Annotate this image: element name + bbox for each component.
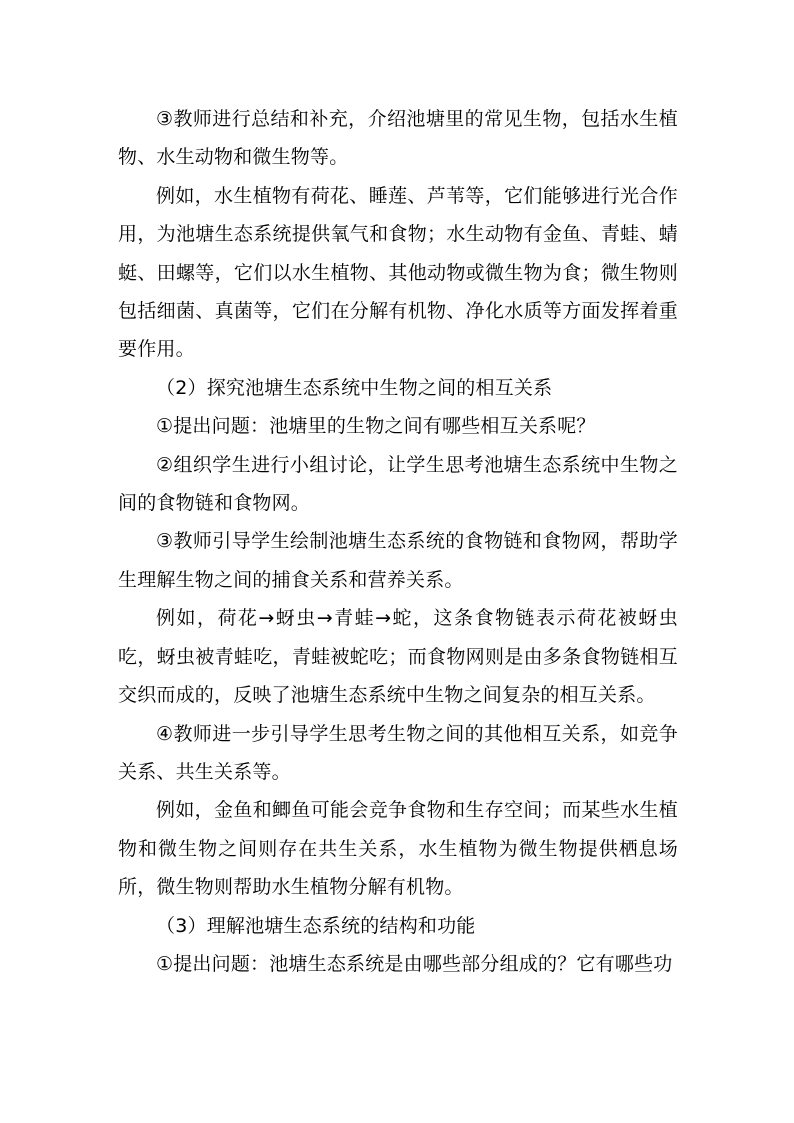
paragraph-draw-food-web: ③教师引导学生绘制池塘生态系统的食物链和食物网，帮助学生理解生物之间的捕食关系和营养关系。	[118, 530, 678, 591]
paragraph-group-discussion: ②组织学生进行小组讨论，让学生思考池塘生态系统中生物之间的食物链和食物网。	[118, 453, 678, 515]
document-body	[118, 100, 678, 983]
section-heading-2: （2）探究池塘生态系统中生物之间的相互关系	[156, 376, 553, 399]
paragraph-question-1: ①提出问题：池塘里的生物之间有哪些相互关系呢？	[156, 415, 596, 438]
paragraph-summary: ③教师进行总结和补充，介绍池塘里的常见生物，包括水生植物、水生动物和微生物等。	[118, 108, 678, 169]
paragraph-food-chain-example: 例如，荷花→蚜虫→青蛙→蛇，这条食物链表示荷花被蚜虫吃，蚜虫被青蛙吃，青蛙被蛇吃；而食物网则是由多条食物链相互交织而成的，反映了池塘生态系统中生物之间复杂的相互关系。	[118, 607, 678, 707]
paragraph-organism-examples: 例如，水生植物有荷花、睡莲、芦苇等，它们能够进行光合作用，为池塘生态系统提供氧气和食物；水生动物有金鱼、青蛙、蜻蜓、田螺等，它们以水生植物、其他动物或微生物为食；微生物则包括细菌、真菌等，它们在分解有机物、净化水质等方面发挥着重要作用。	[118, 184, 678, 361]
paragraph-question-structure: ①提出问题：池塘生态系统是由哪些部分组成的？它有哪些功	[156, 952, 673, 975]
section-heading-3: （3）理解池塘生态系统的结构和功能	[156, 914, 476, 937]
paragraph-competition-example: 例如，金鱼和鲫鱼可能会竞争食物和生存空间；而某些水生植物和微生物之间则存在共生关系，水生植物为微生物提供栖息场所，微生物则帮助水生植物分解有机物。	[118, 799, 678, 899]
paragraph-other-relations: ④教师进一步引导学生思考生物之间的其他相互关系，如竞争关系、共生关系等。	[118, 722, 678, 783]
